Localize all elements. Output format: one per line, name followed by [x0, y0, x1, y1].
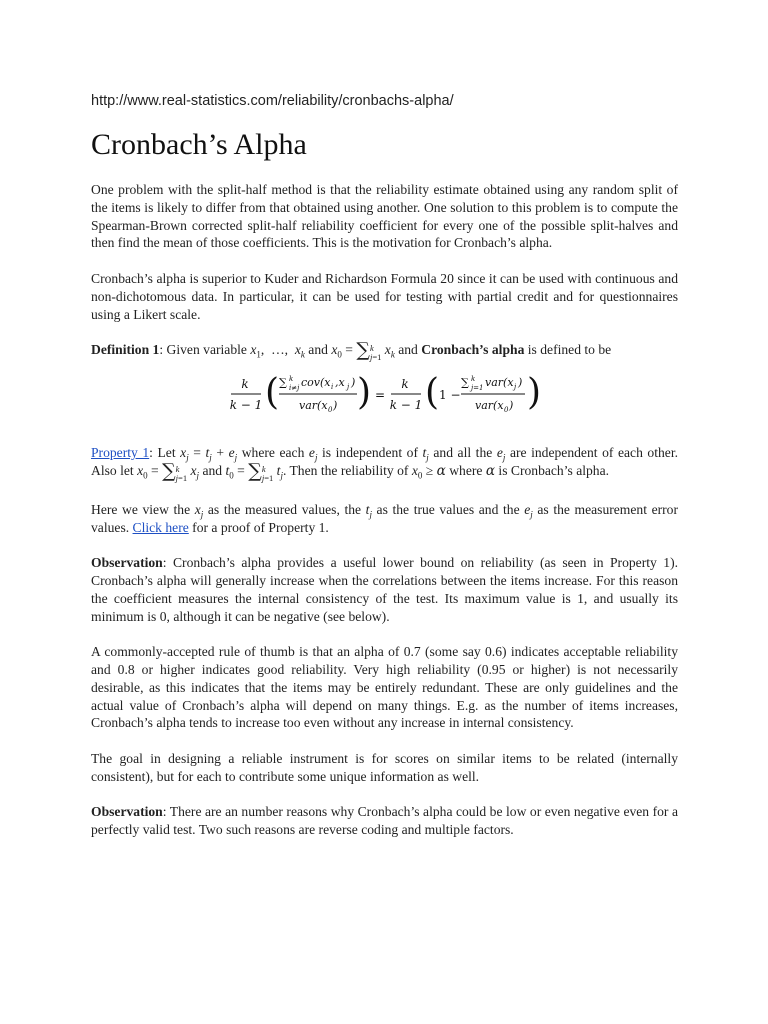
svg-text:k: k: [401, 377, 409, 392]
property-paragraph: Property 1: Let $x_j = t_j + e_j$ where each $e_j$ is independent of $t_j$ and all the $e_j$ are independent of each other. Also let $x_0 = \sum k$ j=1 $x_j$ and $t_0 = \sum k$ j=1 $t_j$. Then the reliability of $x_0 \ge \alpha$ where α is Cronbach’s alpha.: [91, 445, 678, 483]
svg-text:): ): [333, 399, 338, 413]
svg-text:i≠j: i≠j: [289, 384, 300, 393]
here-paragraph: Here we view the $x_j$ as the measured values, the $t_j$ as the true values and the $e_j$ as the measurement error values. Click here for a proof of Property 1.: [91, 501, 679, 535]
svg-text:): ): [509, 399, 514, 413]
svg-text:∑: ∑: [279, 376, 287, 390]
paragraph-intro: One problem with the split-half method is that the reliability estimate obtained using any random split of the items is likely to differ from that obtained using another. One solution to this problem is to compute the Spearman-Brown corrected split-half reliability coefficient for every one of the possible split-halves and then find the mean of those coefficients. This is the motivation for Cronbach’s alpha.: [91, 182, 678, 251]
svg-text:(: (: [425, 372, 440, 414]
formula-image: [229, 368, 549, 424]
svg-text:∑: ∑: [461, 376, 469, 390]
svg-text:(: (: [265, 372, 280, 414]
observation-label: Observation: [91, 804, 163, 820]
observation-2: Observation: There are an number reasons why Cronbach’s alpha could be low or even negative even for a perfectly valid test. Two such reasons are reverse coding and multiple factors.: [91, 804, 678, 838]
svg-text:var(x: var(x: [475, 399, 504, 413]
svg-text:): ): [351, 376, 356, 390]
svg-text:i: i: [331, 383, 334, 392]
definition-paragraph: Definition 1: Given variable $x_1$, …, $x_k$ and $x_0 = \sum k$ j=1 $x_k$ and Cronbach’s alpha is defined to be: [91, 339, 612, 363]
click-here-link[interactable]: Click here: [132, 519, 189, 535]
svg-text:var(x: var(x: [299, 399, 328, 413]
svg-text:cov(x: cov(x: [301, 376, 331, 390]
svg-text:k: k: [241, 377, 249, 392]
svg-text:k: k: [471, 375, 476, 384]
svg-text:1 −: 1 −: [439, 388, 461, 403]
svg-text:k: k: [289, 375, 294, 384]
cronbach-alpha-term: Cronbach’s alpha: [421, 342, 525, 358]
paragraph-rule-of-thumb: A commonly-accepted rule of thumb is that an alpha of 0.7 (some say 0.6) indicates acceptable reliability and 0.8 or higher indicates good reliability. Very high reliability (0.95 or higher) is not necessarily desirable, as this indicates that the items may be entirely redundant. These are only guidelines and the actual value of Cronbach’s alpha will depend on many things. E.g. as the number of items increases, Cronbach’s alpha tends to increase too even without any increase in internal consistency.: [91, 644, 678, 731]
svg-text:k − 1: k − 1: [229, 398, 263, 413]
svg-text:): ): [527, 372, 542, 414]
alpha-formula: [91, 368, 678, 424]
svg-text:0: 0: [328, 406, 333, 415]
svg-text:): ): [518, 376, 523, 390]
svg-text:k − 1: k − 1: [389, 398, 423, 413]
svg-text:0: 0: [504, 406, 509, 415]
svg-text:j: j: [347, 383, 350, 392]
property-1-link[interactable]: Property 1: [91, 445, 150, 461]
observation-1: Observation: Cronbach’s alpha provides a useful lower bound on reliability (as seen in Property 1). Cronbach’s alpha will generally increase when the correlations between the items increase. For this reason the coefficient measures the internal consistency of the test. Its maximum value is 1, and usually its minimum is 0, although it can be negative (see below).: [91, 555, 678, 624]
svg-text:,x: ,x: [335, 376, 345, 390]
svg-text:=: =: [375, 388, 386, 403]
svg-text:j: j: [514, 383, 517, 392]
source-url: http://www.real-statistics.com/reliability/cronbachs-alpha/: [91, 93, 454, 109]
observation-label: Observation: [91, 555, 163, 571]
article-body: [91, 181, 678, 857]
paragraph-superior: Cronbach’s alpha is superior to Kuder and Richardson Formula 20 since it can be used with continuous and non-dichotomous data. In particular, it can be used for testing with partial credit and for questionnaires using a Likert scale.: [91, 270, 678, 322]
svg-text:j=1: j=1: [471, 384, 484, 393]
definition-label: Definition 1: [91, 342, 160, 358]
page-title: Cronbach’s Alpha: [91, 128, 307, 161]
svg-text:): ): [357, 372, 372, 414]
svg-text:var(x: var(x: [485, 376, 514, 390]
paragraph-goal: The goal in designing a reliable instrument is for scores on similar items to be related (internally consistent), but for each to contribute some unique information as well.: [91, 750, 678, 784]
